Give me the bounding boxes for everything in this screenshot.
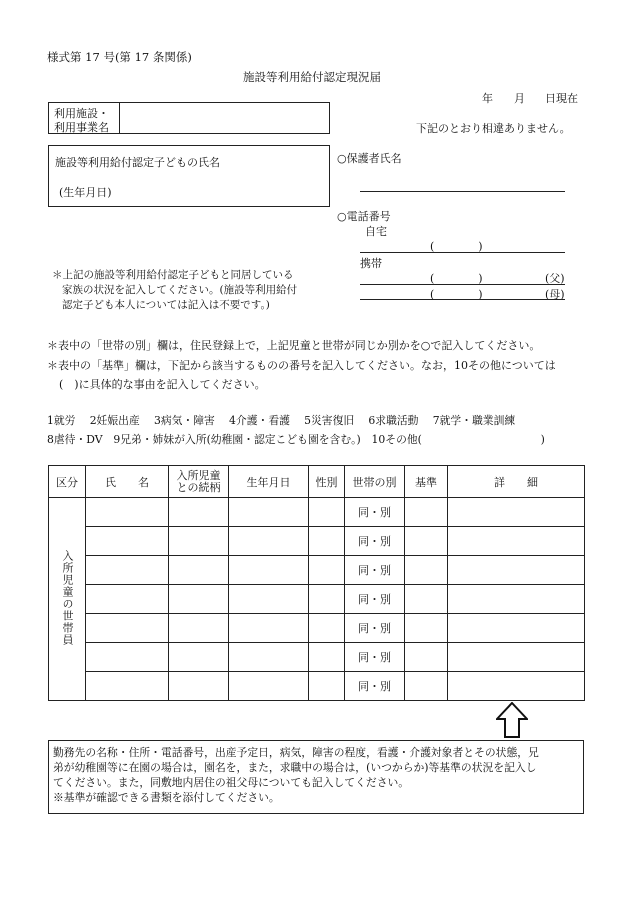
phone-mobile-label: 携帯	[360, 257, 382, 270]
cell-criteria[interactable]	[405, 527, 448, 556]
cell-household[interactable]: 同・別	[345, 527, 405, 556]
facility-label-line1: 利用施設・	[54, 107, 109, 120]
facility-box	[48, 102, 330, 134]
cell-criteria[interactable]	[405, 643, 448, 672]
criteria-list-line2: 8虐待・DV 9兄弟・姉妹が入所(幼稚園・認定こども園を含む。) 10その他( )	[47, 433, 545, 446]
child-name-label: 施設等利用給付認定子どもの氏名	[55, 156, 220, 169]
household-table	[48, 465, 585, 701]
household-note-line2: 家族の状況を記入してください。(施設等利用給付	[62, 284, 298, 296]
page-title: 施設等利用給付認定現況届	[243, 70, 381, 84]
cell-name[interactable]	[86, 556, 169, 585]
note-criteria-a: ＊表中の「基準」欄は，下記から該当するものの番号を記入してください。なお，10その他については	[47, 359, 556, 372]
cell-household[interactable]: 同・別	[345, 585, 405, 614]
group-label-cell	[49, 498, 86, 701]
group-label: 入所児童の世帯員	[61, 549, 74, 646]
cell-household[interactable]: 同・別	[345, 672, 405, 701]
table-row	[49, 672, 585, 701]
cell-household[interactable]: 同・別	[345, 614, 405, 643]
cell-gender[interactable]	[309, 643, 345, 672]
header-criteria: 基準	[405, 466, 448, 498]
cell-name[interactable]	[86, 643, 169, 672]
phone-home-label: 自宅	[365, 225, 387, 238]
cell-birth[interactable]	[229, 498, 309, 527]
cell-detail[interactable]	[448, 556, 585, 585]
table-header-row	[49, 466, 585, 498]
header-gender: 性別	[309, 466, 345, 498]
cell-birth[interactable]	[229, 614, 309, 643]
cell-criteria[interactable]	[405, 614, 448, 643]
header-relation	[169, 466, 229, 498]
date-day: 日現在	[545, 92, 578, 105]
cell-relation[interactable]	[169, 672, 229, 701]
cell-gender[interactable]	[309, 614, 345, 643]
table-row	[49, 585, 585, 614]
bottom-note-line3: てください。また，同敷地内居住の祖父母についても記入してください。	[53, 776, 410, 789]
cell-birth[interactable]	[229, 556, 309, 585]
up-arrow-icon	[496, 702, 528, 738]
cell-relation[interactable]	[169, 643, 229, 672]
cell-name[interactable]	[86, 527, 169, 556]
phone-father-line[interactable]	[360, 284, 565, 285]
cell-criteria[interactable]	[405, 556, 448, 585]
phone-label: ○電話番号	[337, 210, 391, 223]
facility-label-line2: 利用事業名	[54, 121, 109, 134]
cell-relation[interactable]	[169, 585, 229, 614]
cell-gender[interactable]	[309, 527, 345, 556]
cell-criteria[interactable]	[405, 498, 448, 527]
guardian-name-line[interactable]	[360, 191, 565, 192]
cell-household[interactable]: 同・別	[345, 643, 405, 672]
cell-relation[interactable]	[169, 614, 229, 643]
phone-home-paren: ( )	[430, 240, 483, 253]
bottom-note-box	[48, 740, 584, 814]
cell-detail[interactable]	[448, 585, 585, 614]
header-kubun: 区分	[49, 466, 86, 498]
cell-detail[interactable]	[448, 614, 585, 643]
form-number: 様式第 17 号(第 17 条関係)	[47, 50, 192, 64]
cell-household[interactable]: 同・別	[345, 556, 405, 585]
table-row	[49, 614, 585, 643]
header-relation-line2: との続柄	[176, 480, 221, 494]
cell-birth[interactable]	[229, 585, 309, 614]
cell-detail[interactable]	[448, 643, 585, 672]
bottom-note-line4: ※基準が確認できる書類を添付してください。	[53, 791, 280, 804]
phone-father-paren: ( )	[430, 272, 483, 285]
cell-detail[interactable]	[448, 527, 585, 556]
cell-detail[interactable]	[448, 498, 585, 527]
note-criteria-b: ( )に具体的な事由を記入してください。	[59, 378, 266, 391]
cell-birth[interactable]	[229, 527, 309, 556]
header-detail: 詳 細	[448, 466, 585, 498]
date-year: 年	[482, 92, 493, 105]
cell-name[interactable]	[86, 614, 169, 643]
table-row	[49, 527, 585, 556]
cell-detail[interactable]	[448, 672, 585, 701]
cell-gender[interactable]	[309, 556, 345, 585]
cell-name[interactable]	[86, 672, 169, 701]
note-household-type: ＊表中の「世帯の別」欄は，住民登録上で，上記児童と世帯が同じか別かを○で記入してください。	[47, 339, 541, 352]
cell-gender[interactable]	[309, 498, 345, 527]
child-box	[48, 145, 330, 207]
cell-birth[interactable]	[229, 672, 309, 701]
cell-birth[interactable]	[229, 643, 309, 672]
cell-relation[interactable]	[169, 556, 229, 585]
household-note-line3: 認定子ども本人については記入は不要です。)	[62, 299, 270, 311]
household-note-line1: ＊上記の施設等利用給付認定子どもと同居している	[52, 269, 294, 281]
criteria-list-line1: 1就労 2妊娠出産 3病気・障害 4介護・看護 5災害復旧 6求職活動 7就学・職業訓練	[47, 414, 516, 427]
table-row	[49, 556, 585, 585]
child-birth-label: (生年月日)	[59, 186, 112, 199]
phone-mother-paren: ( )	[430, 288, 483, 301]
date-month: 月	[514, 92, 525, 105]
cell-gender[interactable]	[309, 585, 345, 614]
cell-gender[interactable]	[309, 672, 345, 701]
cell-name[interactable]	[86, 498, 169, 527]
cell-relation[interactable]	[169, 527, 229, 556]
table-row	[49, 643, 585, 672]
bottom-note-line2: 弟が幼稚園等に在園の場合は，園名を，また，求職中の場合は，(いつからか)等基準の状況を記入し	[53, 761, 537, 774]
cell-household[interactable]: 同・別	[345, 498, 405, 527]
table-row	[49, 498, 585, 527]
header-birth: 生年月日	[229, 466, 309, 498]
cell-criteria[interactable]	[405, 585, 448, 614]
header-household: 世帯の別	[345, 466, 405, 498]
cell-criteria[interactable]	[405, 672, 448, 701]
phone-home-line[interactable]	[360, 252, 565, 253]
cell-relation[interactable]	[169, 498, 229, 527]
facility-name-field[interactable]	[125, 111, 325, 127]
header-relation-line1: 入所児童	[176, 468, 221, 482]
header-name: 氏 名	[86, 466, 169, 498]
phone-father-label: (父)	[545, 272, 565, 285]
guardian-label: ○保護者氏名	[337, 152, 402, 165]
cell-name[interactable]	[86, 585, 169, 614]
phone-mother-label: (母)	[545, 288, 565, 301]
bottom-note-line1: 勤務先の名称・住所・電話番号，出産予定日，病気，障害の程度，看護・介護対象者とその状態，兄	[53, 746, 539, 759]
phone-mother-line[interactable]	[360, 299, 565, 300]
no-discrepancy-text: 下記のとおり相違ありません。	[416, 122, 571, 135]
